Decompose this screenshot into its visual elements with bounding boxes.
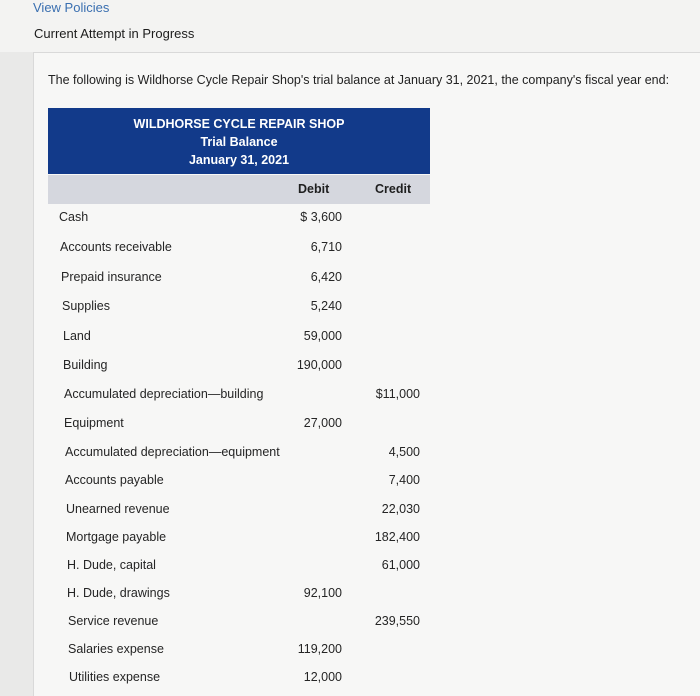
- account-name: H. Dude, capital: [67, 558, 156, 572]
- account-name: Land: [63, 329, 91, 343]
- credit-amount: 7,400: [388, 473, 420, 487]
- account-name: Accounts receivable: [60, 240, 172, 254]
- account-name: H. Dude, drawings: [67, 586, 170, 600]
- credit-amount: 239,550: [374, 614, 420, 628]
- credit-amount: 4,500: [388, 445, 420, 459]
- credit-amount: 61,000: [381, 558, 420, 572]
- question-intro: The following is Wildhorse Cycle Repair Shop's trial balance at January 31, 2021, the company's fiscal year end:: [48, 73, 670, 87]
- debit-amount: 59,000: [303, 329, 342, 343]
- company-name: WILDHORSE CYCLE REPAIR SHOP: [133, 117, 345, 131]
- credit-amount: 22,030: [381, 502, 420, 516]
- account-name: Accumulated depreciation—equipment: [65, 445, 280, 459]
- account-name: Accounts payable: [65, 473, 164, 487]
- debit-amount: 119,200: [297, 642, 342, 656]
- statement-date: January 31, 2021: [188, 153, 290, 167]
- account-name: Building: [63, 358, 108, 372]
- debit-amount: 190,000: [296, 358, 342, 372]
- account-name: Supplies: [62, 299, 110, 313]
- debit-amount: $ 3,600: [300, 210, 342, 224]
- credit-amount: $11,000: [375, 387, 420, 401]
- view-policies-link[interactable]: View Policies: [33, 0, 110, 15]
- debit-amount: 6,710: [310, 240, 342, 254]
- debit-amount: 27,000: [303, 416, 342, 430]
- account-name: Cash: [59, 210, 89, 224]
- debit-amount: 12,000: [303, 670, 342, 684]
- debit-header: Debit: [298, 182, 330, 196]
- account-name: Equipment: [64, 416, 124, 430]
- account-name: Prepaid insurance: [61, 270, 162, 284]
- attempt-status: Current Attempt in Progress: [34, 26, 195, 41]
- account-name: Accumulated depreciation—building: [64, 387, 264, 401]
- account-name: Service revenue: [68, 614, 159, 628]
- debit-amount: 6,420: [310, 270, 342, 284]
- credit-amount: 182,400: [374, 530, 420, 544]
- debit-amount: 92,100: [303, 586, 342, 600]
- account-name: Mortgage payable: [66, 530, 167, 544]
- column-header-row: [48, 175, 430, 204]
- statement-title: Trial Balance: [200, 135, 278, 149]
- credit-header: Credit: [375, 182, 412, 196]
- debit-amount: 5,240: [310, 299, 342, 313]
- trial-balance-header: [48, 108, 430, 174]
- account-name: Salaries expense: [68, 642, 164, 656]
- account-name: Unearned revenue: [66, 502, 170, 516]
- account-name: Utilities expense: [69, 670, 161, 684]
